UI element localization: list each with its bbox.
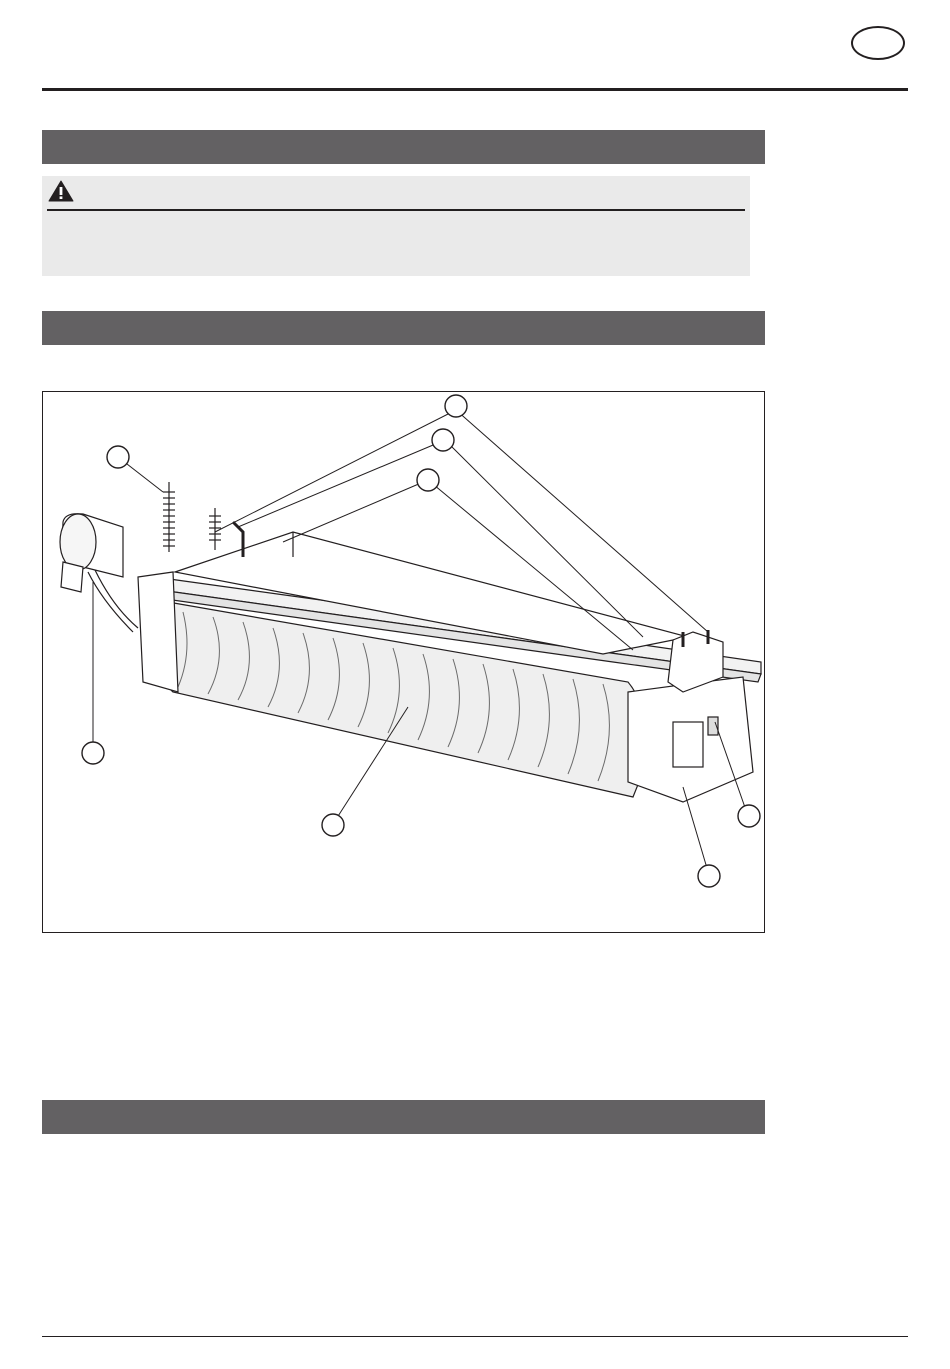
footer-rule xyxy=(42,1336,908,1337)
right-panel xyxy=(673,722,703,767)
warning-box xyxy=(42,176,750,276)
motor-cable xyxy=(88,572,133,632)
left-spring-1 xyxy=(163,482,175,552)
callout-2 xyxy=(432,429,454,451)
header-rule xyxy=(42,88,908,91)
figure-frame xyxy=(42,391,765,933)
language-badge xyxy=(851,26,905,60)
left-spring-2 xyxy=(209,508,221,550)
motor-cable-2 xyxy=(95,570,138,628)
left-end-housing xyxy=(138,572,178,692)
motor-end xyxy=(60,514,96,570)
callout-1 xyxy=(445,395,467,417)
warning-triangle-icon xyxy=(48,180,74,202)
roller-assembly-illustration xyxy=(43,392,766,934)
callout-7 xyxy=(738,805,760,827)
callout-3 xyxy=(417,469,439,491)
section-header-3 xyxy=(42,1100,765,1134)
section-header-2 xyxy=(42,311,765,345)
callout-5 xyxy=(82,742,104,764)
callout-6 xyxy=(322,814,344,836)
section-header-1 xyxy=(42,130,765,164)
callout-4 xyxy=(107,446,129,468)
callout-8 xyxy=(698,865,720,887)
motor-bracket xyxy=(61,562,83,592)
warning-rule xyxy=(47,209,745,211)
